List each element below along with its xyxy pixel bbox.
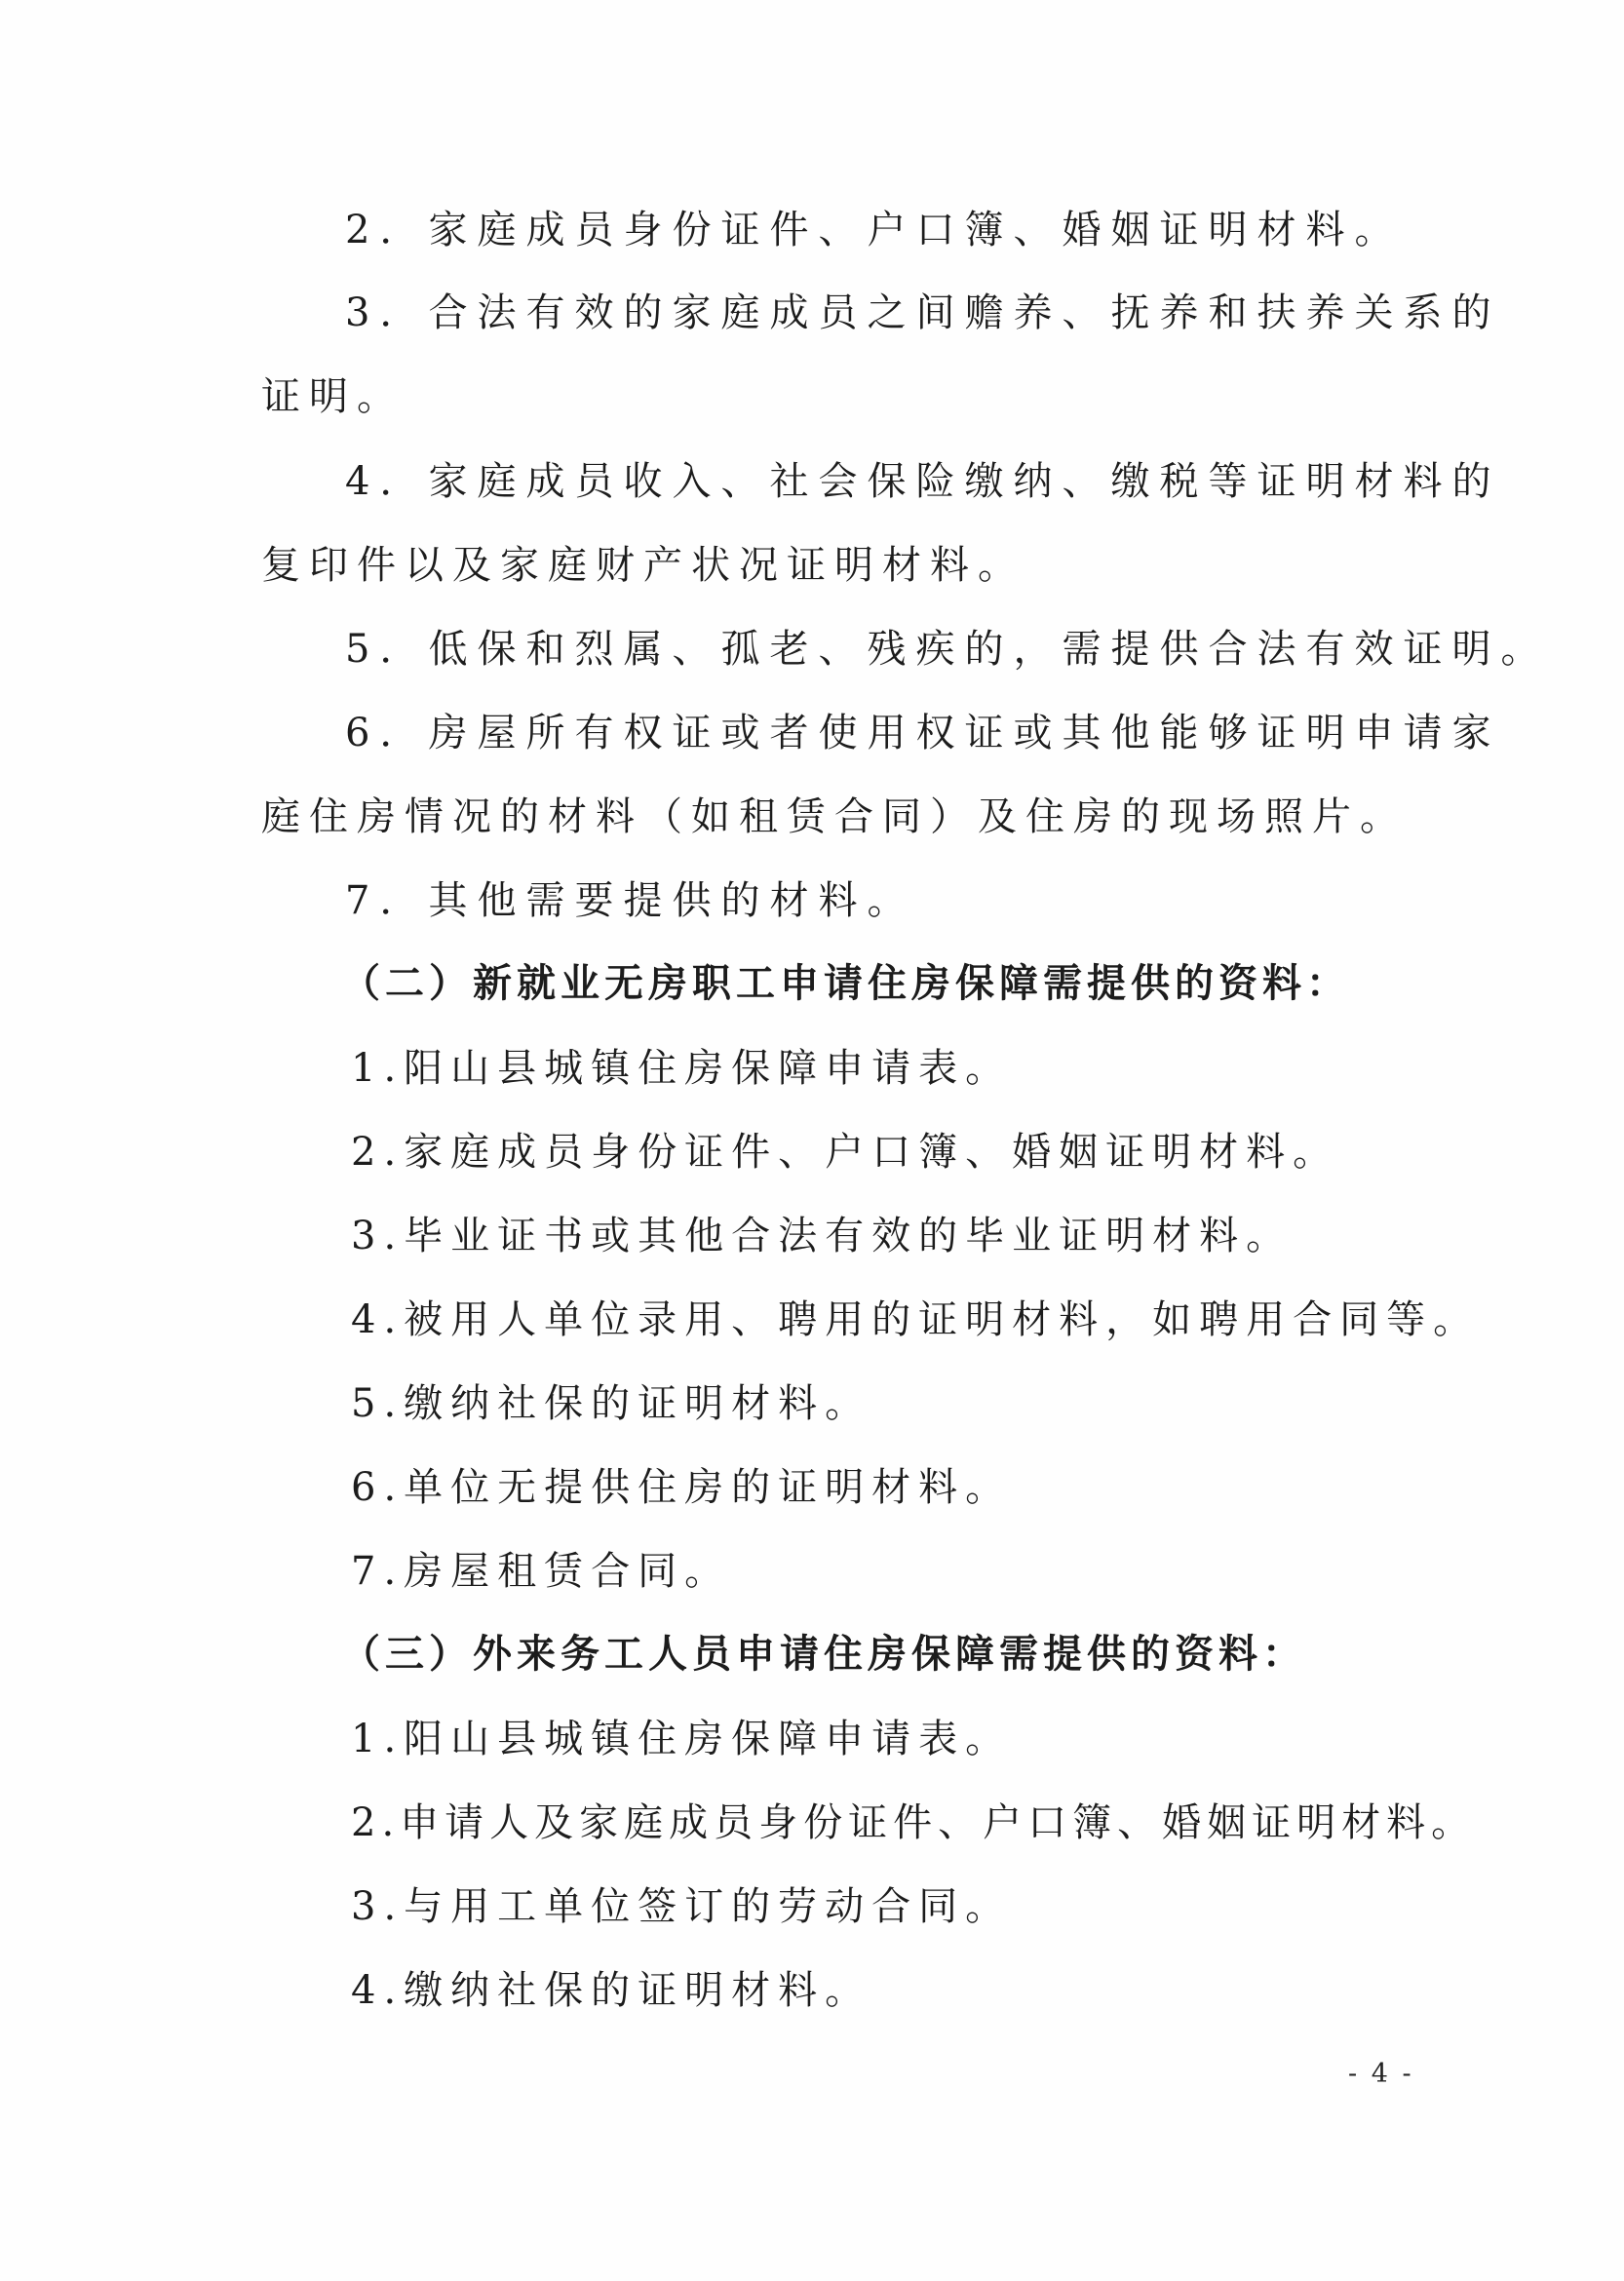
- section1-item-4-line2: 复印件以及家庭财产状况证明材料。: [261, 543, 1025, 588]
- section1-item-4-line1: 4．家庭成员收入、社会保险缴纳、缴税等证明材料的: [345, 459, 1501, 504]
- section1-item-6-line1: 6．房屋所有权证或者使用权证或其他能够证明申请家: [345, 711, 1501, 755]
- section2-item-2: 2.家庭成员身份证件、户口簿、婚姻证明材料。: [351, 1130, 1340, 1175]
- section1-item-3-line2: 证明。: [261, 374, 405, 419]
- section2-item-1: 1.阳山县城镇住房保障申请表。: [351, 1046, 1013, 1091]
- section1-item-6-line2: 庭住房情况的材料（如租赁合同）及住房的现场照片。: [261, 794, 1408, 839]
- section3-item-2: 2.申请人及家庭成员身份证件、户口簿、婚姻证明材料。: [351, 1800, 1477, 1845]
- section1-item-2: 2．家庭成员身份证件、户口簿、婚姻证明材料。: [345, 208, 1404, 252]
- section2-item-6: 6.单位无提供住房的证明材料。: [351, 1465, 1013, 1510]
- section3-item-1: 1.阳山县城镇住房保障申请表。: [351, 1717, 1013, 1761]
- section2-item-7: 7.房屋租赁合同。: [351, 1549, 732, 1594]
- section2-item-3: 3.毕业证书或其他合法有效的毕业证明材料。: [351, 1214, 1294, 1258]
- section3-item-3: 3.与用工单位签订的劳动合同。: [351, 1884, 1013, 1929]
- section1-item-5: 5．低保和烈属、孤老、残疾的，需提供合法有效证明。: [345, 627, 1550, 672]
- section3-heading: （三）外来务工人员申请住房保障需提供的资料：: [341, 1632, 1306, 1677]
- section3-item-4: 4.缴纳社保的证明材料。: [351, 1968, 872, 2013]
- section2-item-5: 5.缴纳社保的证明材料。: [351, 1381, 872, 1426]
- section1-item-7: 7．其他需要提供的材料。: [345, 878, 916, 923]
- page-number: - 4 -: [1348, 2059, 1414, 2089]
- section1-item-3-line1: 3．合法有效的家庭成员之间赡养、抚养和扶养关系的: [345, 290, 1501, 335]
- section2-item-4: 4.被用人单位录用、聘用的证明材料，如聘用合同等。: [351, 1297, 1481, 1342]
- section2-heading: （二）新就业无房职工申请住房保障需提供的资料：: [341, 961, 1350, 1006]
